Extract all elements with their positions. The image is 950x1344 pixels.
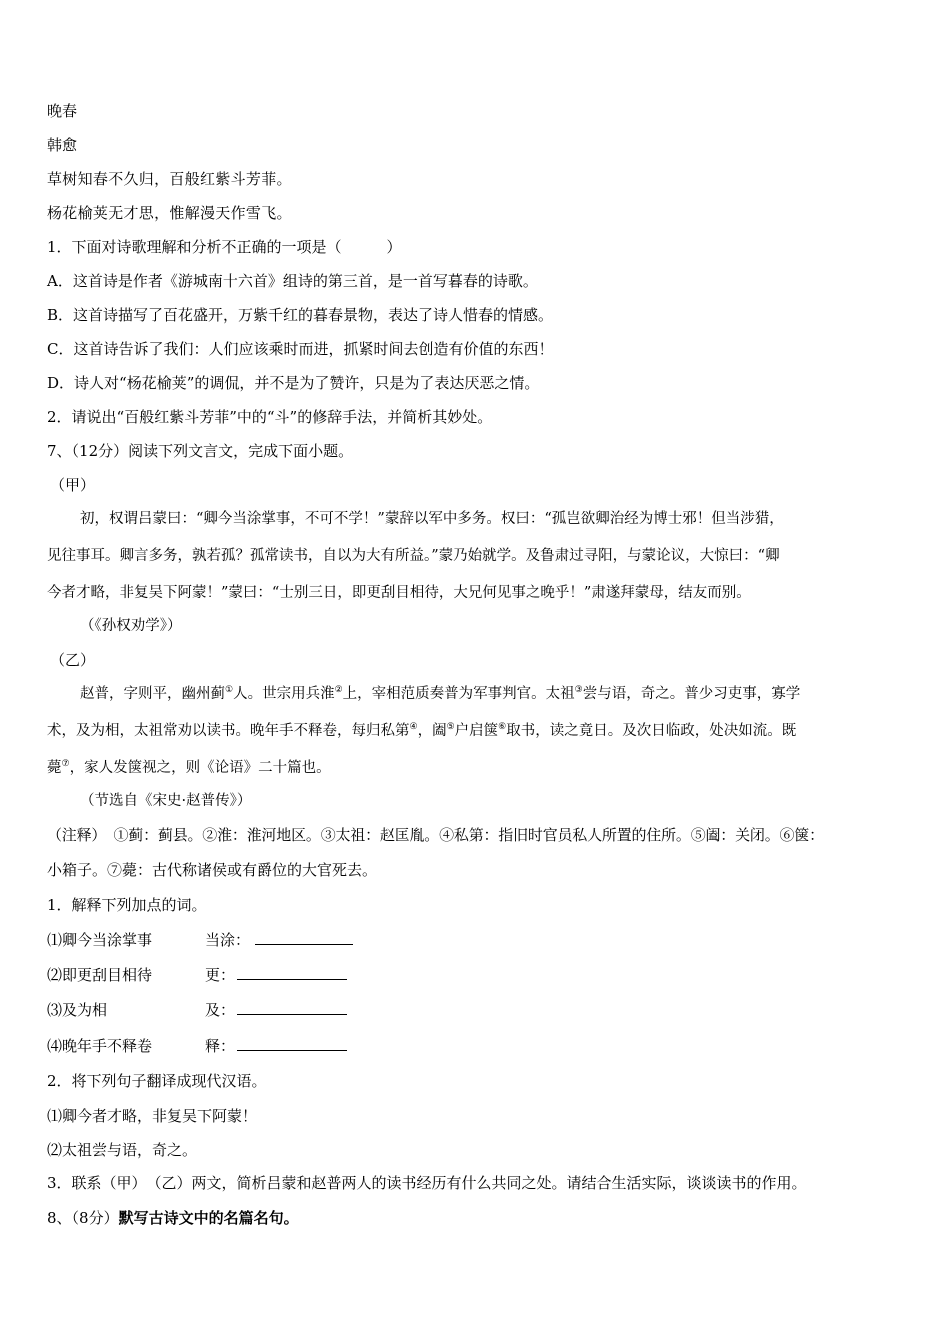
option-b: B．这首诗描写了百花盛开，万紫千红的暮春景物，表达了诗人惜春的情感。 — [47, 306, 554, 324]
sub-question-3: 3．联系（甲） （乙）两文，简析吕蒙和赵普两人的读书经历有什么共同之处。请结合生活实际，谈谈读书的作用。 — [47, 1174, 807, 1192]
translate-item-2: ⑵太祖尝与语，奇之。 — [47, 1141, 198, 1159]
fill-item-3: ⑶及为相 及： — [47, 1000, 367, 1020]
option-d: D．诗人对“杨花榆荚”的调侃，并不是为了赞许，只是为了表达厌恶之情。 — [47, 374, 540, 392]
translate-item-1: ⑴卿今者才略，非复吴下阿蒙！ — [47, 1107, 258, 1125]
passage-jia-line-1: 初，权谓吕蒙曰：“卿今当涂掌事，不可不学！”蒙辞以军中多务。权曰：“孤岂欲卿治经为博士邪！但当涉猎， — [80, 511, 784, 527]
fill-item-1: ⑴卿今当涂掌事 当涂： — [47, 930, 367, 950]
passage-jia-source: （《孙权劝学》） — [80, 618, 182, 634]
passage-yi-line-1: 赵普，字则平，幽州蓟①人。世宗用兵淮②上，宰相范质奏普为军事判官。太祖③尝与语，奇之。普少习吏事，寡学 — [80, 685, 801, 702]
passage-yi-label: （乙） — [50, 651, 96, 669]
poem-question-2: 2．请说出“百般红紫斗芳菲”中的“斗”的修辞手法，并简析其妙处。 — [47, 408, 493, 426]
annotation-line-2: 小箱子。⑦薨：古代称诸侯或有爵位的大官死去。 — [47, 861, 378, 879]
passage-yi-line-3: 薨⑦，家人发箧视之，则《论语》二十篇也。 — [47, 759, 331, 776]
poem-author: 韩愈 — [47, 136, 78, 154]
fill-item-4: ⑷晚年手不释卷 释： — [47, 1036, 367, 1056]
poem-line-1: 草树知春不久归，百般红紫斗芳菲。 — [47, 170, 292, 188]
answer-blank[interactable] — [237, 1000, 347, 1015]
poem-title: 晚春 — [47, 102, 78, 120]
option-a: A．这首诗是作者《游城南十六首》组诗的第三首，是一首写暮春的诗歌。 — [47, 272, 538, 290]
option-c: C．这首诗告诉了我们：人们应该乘时而进，抓紧时间去创造有价值的东西！ — [47, 340, 554, 358]
answer-blank[interactable] — [255, 930, 353, 945]
fill-item-2: ⑵即更刮目相待 更： — [47, 965, 367, 985]
passage-jia-line-3: 今者才略，非复吴下阿蒙！”蒙曰：“士别三日，即更刮目相待，大兄何见事之晚乎！”肃遂拜蒙母，结友而别。 — [47, 585, 751, 601]
sub-question-2-heading: 2．将下列句子翻译成现代汉语。 — [47, 1072, 267, 1090]
passage-yi-line-2: 术，及为相，太祖常劝以读书。晚年手不释卷，每归私第④，阖⑤户启箧⑥取书，读之竟日。及次日临政，处决如流。既 — [47, 722, 797, 739]
answer-blank[interactable] — [237, 965, 347, 980]
question-8-heading: 8、（8分）默写古诗文中的名篇名句。 — [47, 1209, 299, 1227]
poem-question-1: 1．下面对诗歌理解和分析不正确的一项是（ ） — [47, 238, 402, 256]
answer-blank[interactable] — [237, 1036, 347, 1051]
question-7-heading: 7、（12分）阅读下列文言文，完成下面小题。 — [47, 442, 354, 460]
passage-jia-line-2: 见往事耳。卿言多务，孰若孤？孤常读书，自以为大有所益。”蒙乃始就学。及鲁肃过寻阳，与蒙论议，大惊曰：“卿 — [47, 548, 780, 564]
annotation-line-1: （注释） ①蓟：蓟县。②淮：淮河地区。③太祖：赵匡胤。④私第：指旧时官员私人所置的住所。⑤阖：关闭。⑥箧： — [47, 826, 824, 844]
passage-jia-label: （甲） — [50, 476, 96, 494]
sub-question-1-heading: 1．解释下列加点的词。 — [47, 896, 207, 914]
passage-yi-source: （节选自《宋史·赵普传》） — [80, 793, 252, 809]
poem-line-2: 杨花榆荚无才思，惟解漫天作雪飞。 — [47, 204, 292, 222]
